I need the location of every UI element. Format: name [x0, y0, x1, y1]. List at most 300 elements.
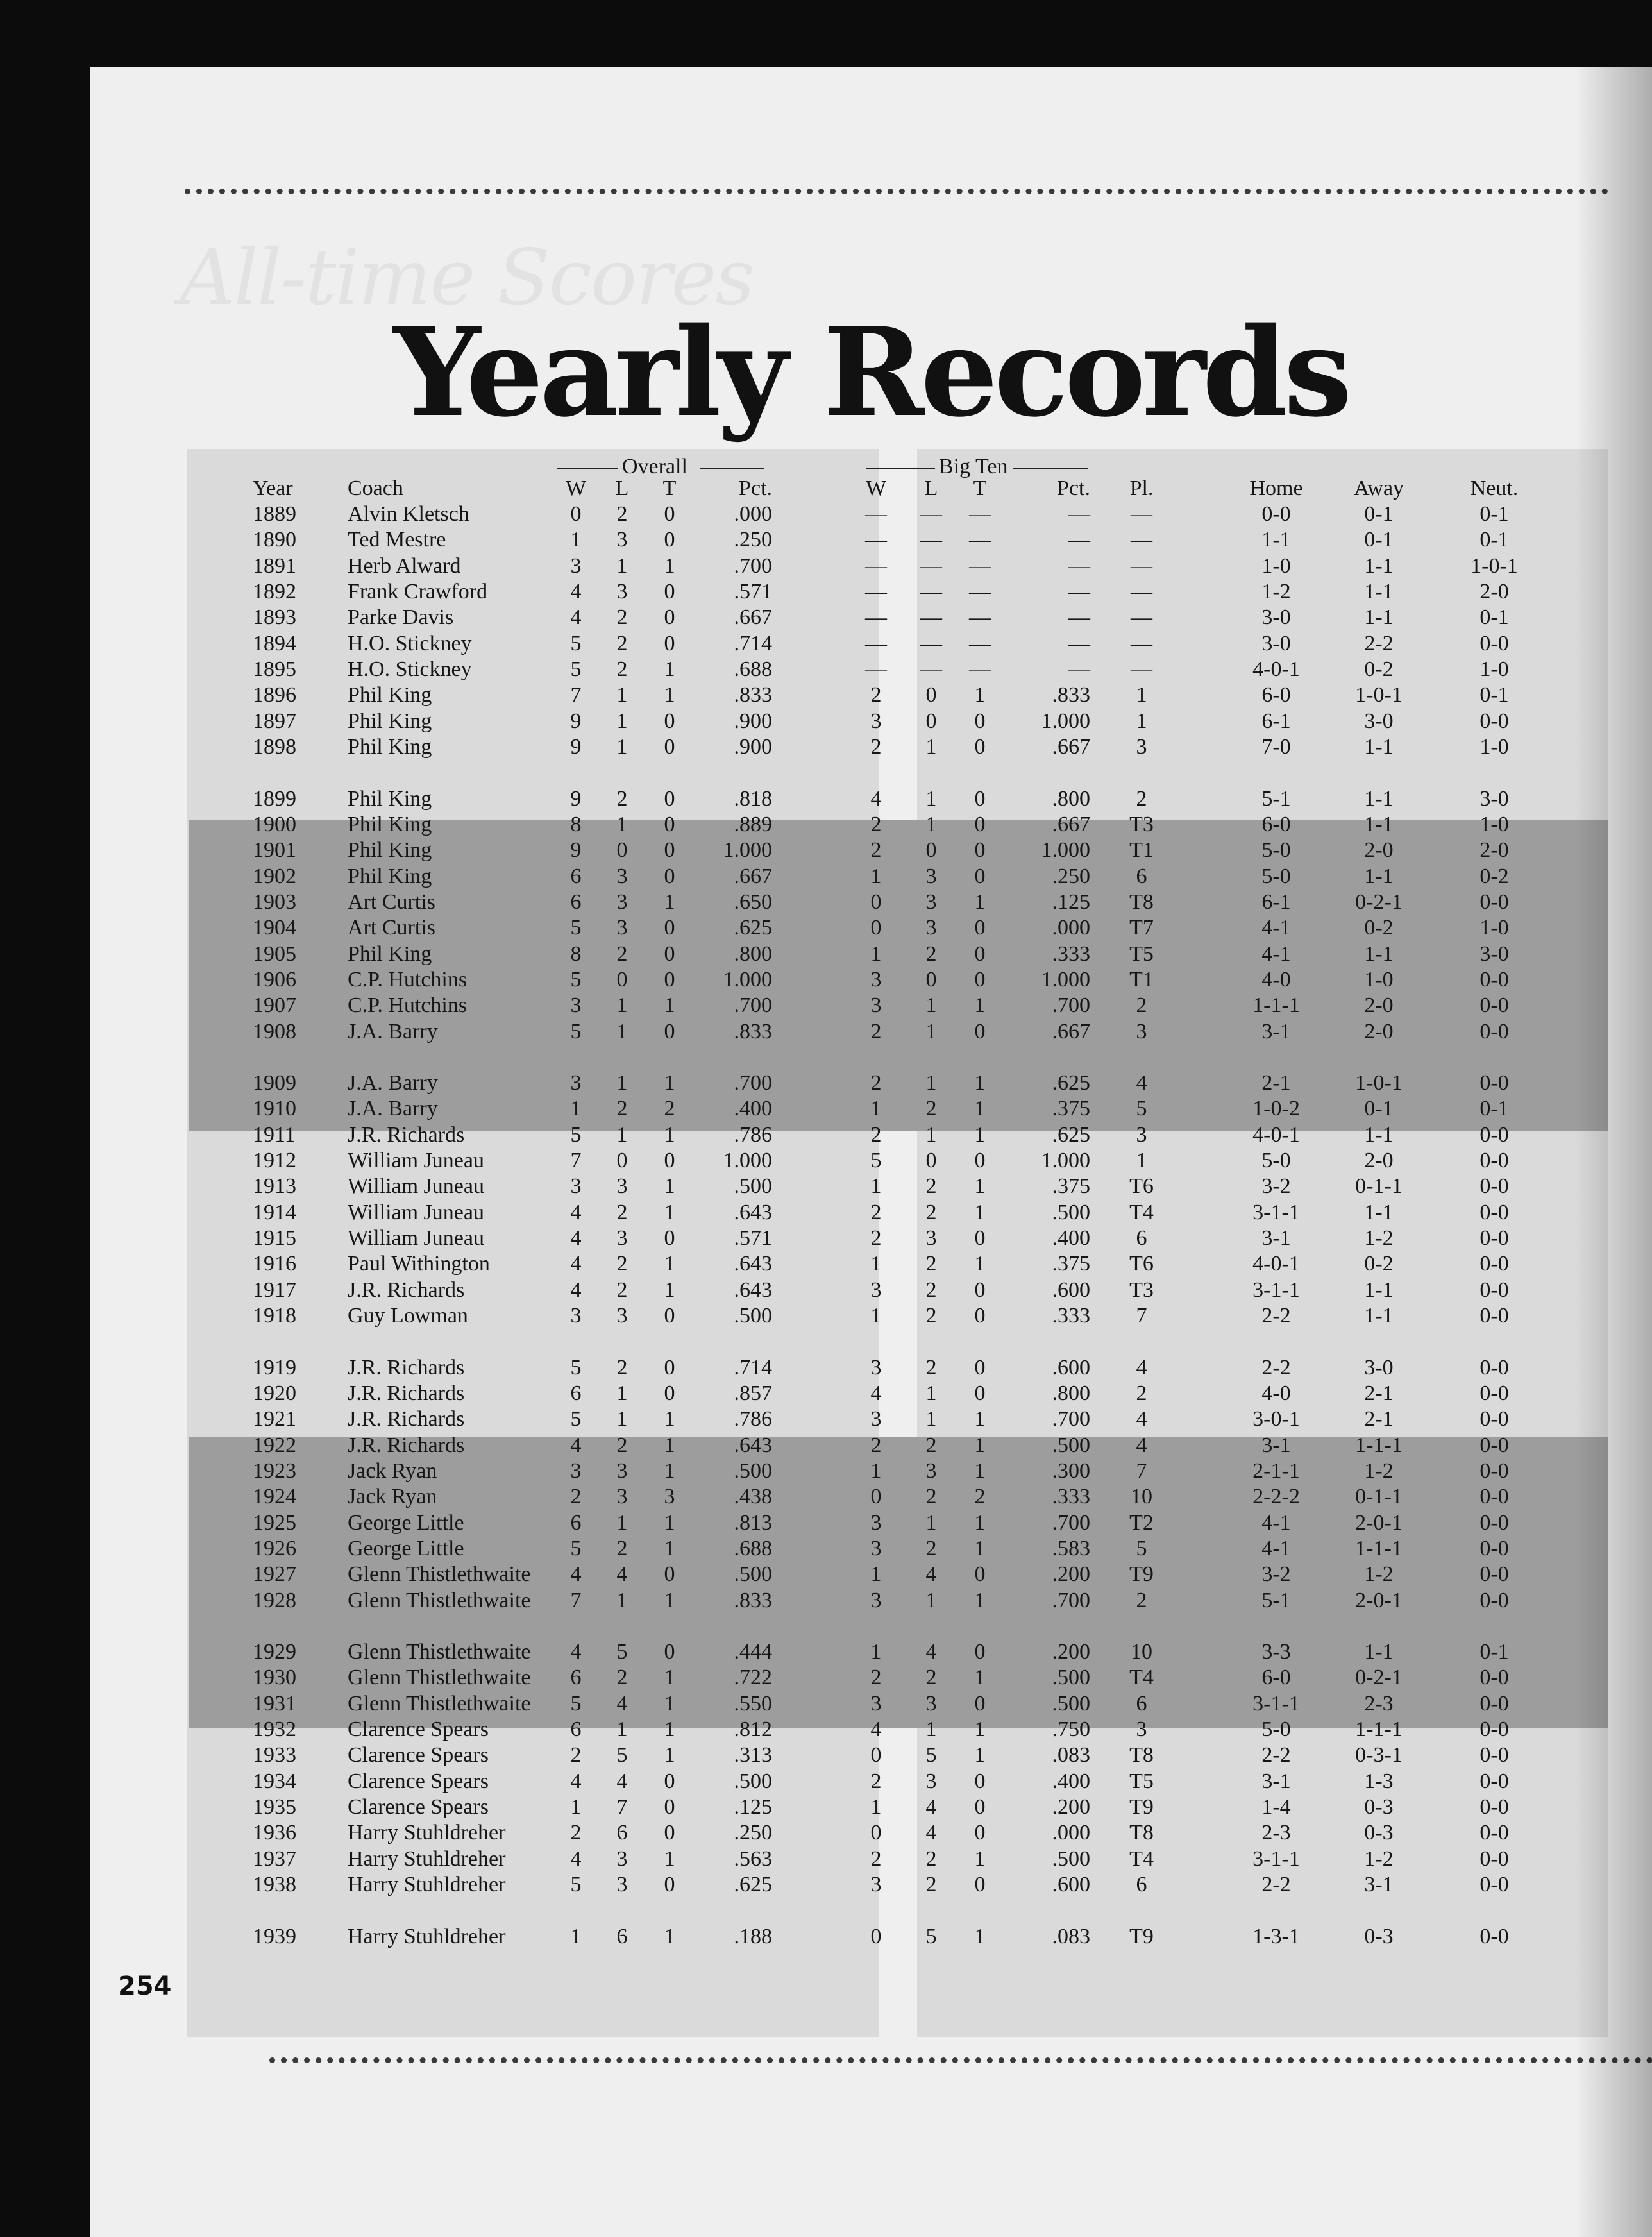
- cell-bigten-t: 0: [974, 1640, 986, 1664]
- cell-overall-pct: .688: [734, 1537, 772, 1560]
- cell-year: 1937: [253, 1847, 296, 1871]
- cell-bigten-t: 0: [974, 1821, 986, 1844]
- cell-coach: Glenn Thistlethwaite: [348, 1562, 531, 1586]
- cell-bigten-w: 3: [870, 993, 882, 1017]
- cell-overall-pct: .563: [734, 1847, 772, 1871]
- cell-overall-w: 3: [570, 993, 582, 1017]
- cell-overall-t: 0: [664, 1356, 675, 1380]
- cell-place: 2: [1136, 787, 1147, 811]
- cell-bigten-l: 3: [925, 1226, 937, 1250]
- cell-home: 1-0-2: [1252, 1097, 1300, 1120]
- cell-bigten-l: 0: [925, 709, 937, 733]
- cell-overall-w: 1: [570, 528, 582, 552]
- header-bigten-pct: Pct.: [1057, 477, 1090, 500]
- cell-overall-l: 1: [616, 1511, 628, 1535]
- cell-bigten-pct: .400: [1052, 1226, 1090, 1250]
- cell-coach: Parke Davis: [348, 605, 454, 629]
- cell-bigten-t: 0: [974, 838, 986, 862]
- cell-year: 1930: [253, 1666, 296, 1689]
- cell-coach: Clarence Spears: [348, 1795, 489, 1819]
- header-bigten-l: L: [924, 477, 938, 500]
- cell-overall-pct: .313: [734, 1743, 772, 1767]
- cell-bigten-t: 1: [974, 1123, 986, 1147]
- cell-overall-w: 2: [570, 1743, 582, 1767]
- cell-bigten-l: 5: [925, 1925, 937, 1948]
- cell-home: 3-0: [1261, 632, 1291, 655]
- cell-bigten-pct: .333: [1052, 1485, 1090, 1508]
- cell-bigten-t: 1: [974, 1743, 986, 1767]
- cell-place: T6: [1129, 1252, 1154, 1276]
- cell-bigten-t: 0: [974, 1562, 986, 1586]
- cell-bigten-pct: .500: [1052, 1433, 1090, 1457]
- cell-overall-t: 1: [664, 1692, 675, 1716]
- cell-bigten-pct: .700: [1052, 1511, 1090, 1535]
- cell-away: 0-1: [1364, 528, 1394, 552]
- cell-away: 1-1: [1364, 813, 1394, 836]
- cell-overall-w: 0: [570, 502, 582, 526]
- document-page: [90, 67, 1652, 2237]
- cell-overall-pct: .813: [734, 1511, 772, 1535]
- cell-neut: 0-1: [1479, 1097, 1509, 1120]
- cell-coach: Harry Stuhldreher: [348, 1925, 506, 1948]
- cell-bigten-l: 0: [925, 683, 937, 707]
- cell-bigten-w: 0: [870, 1821, 882, 1844]
- cell-bigten-w: 2: [870, 683, 882, 707]
- cell-home: 3-1-1: [1252, 1201, 1300, 1224]
- cell-bigten-w: 1: [870, 1174, 882, 1198]
- cell-home: 3-0: [1261, 605, 1291, 629]
- cell-coach: H.O. Stickney: [348, 632, 472, 655]
- cell-bigten-t: 1: [974, 1097, 986, 1120]
- cell-home: 4-1: [1261, 1511, 1291, 1535]
- cell-overall-pct: .550: [734, 1692, 772, 1716]
- cell-bigten-w: 3: [870, 1407, 882, 1431]
- cell-bigten-t: 1: [974, 1407, 986, 1431]
- cell-bigten-pct: —: [1068, 528, 1090, 552]
- cell-neut: 0-0: [1479, 1459, 1509, 1483]
- cell-place: 4: [1136, 1433, 1147, 1457]
- overall-rule-right: [700, 468, 764, 469]
- cell-overall-l: 4: [616, 1692, 628, 1716]
- cell-overall-pct: .400: [734, 1097, 772, 1120]
- cell-overall-t: 1: [664, 1847, 675, 1871]
- cell-overall-t: 0: [664, 1381, 675, 1405]
- cell-away: 1-1: [1364, 1640, 1394, 1664]
- cell-coach: William Juneau: [348, 1226, 484, 1250]
- cell-place: T1: [1129, 838, 1154, 862]
- cell-overall-pct: .500: [734, 1769, 772, 1793]
- cell-bigten-w: 2: [870, 1071, 882, 1095]
- cell-bigten-w: 0: [870, 916, 882, 940]
- cell-overall-l: 1: [616, 1718, 628, 1741]
- cell-home: 1-1-1: [1252, 993, 1300, 1017]
- cell-bigten-pct: .500: [1052, 1666, 1090, 1689]
- cell-neut: 0-0: [1479, 1589, 1509, 1612]
- cell-home: 3-1-1: [1252, 1278, 1300, 1302]
- cell-overall-w: 5: [570, 1123, 582, 1147]
- cell-overall-w: 4: [570, 1201, 582, 1224]
- cell-neut: 0-1: [1479, 1640, 1509, 1664]
- cell-place: 3: [1136, 735, 1147, 759]
- cell-overall-w: 2: [570, 1821, 582, 1844]
- cell-bigten-l: —: [920, 605, 942, 629]
- cell-overall-w: 3: [570, 1459, 582, 1483]
- cell-home: 4-1: [1261, 1537, 1291, 1560]
- cell-place: 4: [1136, 1071, 1147, 1095]
- cell-bigten-t: 2: [974, 1485, 986, 1508]
- cell-bigten-t: 0: [974, 735, 986, 759]
- cell-bigten-t: 1: [974, 1511, 986, 1535]
- cell-neut: 0-0: [1479, 1071, 1509, 1095]
- header-overall-w: W: [565, 477, 587, 500]
- cell-overall-pct: .643: [734, 1278, 772, 1302]
- cell-place: T6: [1129, 1174, 1154, 1198]
- cell-place: T7: [1129, 916, 1154, 940]
- cell-year: 1897: [253, 709, 296, 733]
- cell-bigten-pct: .750: [1052, 1718, 1090, 1741]
- cell-year: 1927: [253, 1562, 296, 1586]
- cell-overall-t: 0: [664, 838, 675, 862]
- cell-bigten-t: 1: [974, 1847, 986, 1871]
- cell-coach: Art Curtis: [348, 890, 435, 914]
- cell-overall-t: 1: [664, 1459, 675, 1483]
- bottom-dotted-rule: [269, 2057, 1652, 2063]
- cell-overall-l: 1: [616, 1123, 628, 1147]
- cell-bigten-pct: —: [1068, 657, 1090, 681]
- cell-year: 1898: [253, 735, 296, 759]
- cell-overall-l: 3: [616, 890, 628, 914]
- cell-neut: 0-0: [1479, 1020, 1509, 1043]
- cell-bigten-l: 1: [925, 993, 937, 1017]
- cell-bigten-pct: 1.000: [1041, 709, 1090, 733]
- cell-overall-pct: .571: [734, 580, 772, 604]
- cell-away: 1-1: [1364, 554, 1394, 578]
- cell-bigten-w: —: [865, 580, 887, 604]
- cell-home: 5-0: [1261, 1718, 1291, 1741]
- cell-place: 2: [1136, 1589, 1147, 1612]
- cell-year: 1914: [253, 1201, 296, 1224]
- cell-place: 2: [1136, 993, 1147, 1017]
- cell-overall-l: 3: [616, 1873, 628, 1896]
- cell-overall-w: 7: [570, 1149, 582, 1172]
- cell-overall-pct: .643: [734, 1252, 772, 1276]
- cell-bigten-pct: .000: [1052, 1821, 1090, 1844]
- cell-home: 6-0: [1261, 683, 1291, 707]
- cell-bigten-pct: .600: [1052, 1278, 1090, 1302]
- cell-bigten-w: 3: [870, 968, 882, 992]
- cell-overall-pct: .250: [734, 528, 772, 552]
- cell-bigten-w: 2: [870, 1433, 882, 1457]
- cell-bigten-l: 2: [925, 1433, 937, 1457]
- cell-away: 1-1: [1364, 1278, 1394, 1302]
- cell-bigten-l: 3: [925, 890, 937, 914]
- cell-overall-t: 2: [664, 1097, 675, 1120]
- cell-year: 1928: [253, 1589, 296, 1612]
- cell-bigten-t: 0: [974, 1356, 986, 1380]
- cell-bigten-pct: .667: [1052, 735, 1090, 759]
- cell-away: 3-0: [1364, 709, 1394, 733]
- cell-bigten-w: 3: [870, 709, 882, 733]
- cell-overall-w: 4: [570, 1252, 582, 1276]
- cell-neut: 0-0: [1479, 1562, 1509, 1586]
- header-bigten-t: T: [973, 477, 987, 500]
- cell-away: 1-1: [1364, 787, 1394, 811]
- cell-bigten-l: 2: [925, 1278, 937, 1302]
- cell-overall-pct: .818: [734, 787, 772, 811]
- cell-bigten-l: 2: [925, 1252, 937, 1276]
- cell-year: 1900: [253, 813, 296, 836]
- cell-year: 1918: [253, 1304, 296, 1328]
- cell-bigten-w: 2: [870, 735, 882, 759]
- cell-place: —: [1131, 605, 1152, 629]
- cell-overall-w: 4: [570, 1562, 582, 1586]
- cell-place: 5: [1136, 1097, 1147, 1120]
- cell-year: 1899: [253, 787, 296, 811]
- cell-away: 0-1: [1364, 1097, 1394, 1120]
- cell-overall-t: 0: [664, 813, 675, 836]
- cell-overall-l: 4: [616, 1769, 628, 1793]
- cell-overall-pct: .857: [734, 1381, 772, 1405]
- cell-bigten-w: 4: [870, 1381, 882, 1405]
- cell-place: 7: [1136, 1459, 1147, 1483]
- cell-place: 6: [1136, 1226, 1147, 1250]
- cell-bigten-l: 1: [925, 1071, 937, 1095]
- cell-bigten-l: 4: [925, 1640, 937, 1664]
- cell-coach: Ted Mestre: [348, 528, 446, 552]
- cell-home: 6-1: [1261, 890, 1291, 914]
- cell-overall-l: 5: [616, 1743, 628, 1767]
- cell-neut: 0-1: [1479, 683, 1509, 707]
- cell-neut: 0-0: [1479, 890, 1509, 914]
- cell-overall-pct: .889: [734, 813, 772, 836]
- header-place: Pl.: [1129, 477, 1154, 500]
- cell-overall-pct: 1.000: [723, 968, 772, 992]
- cell-overall-w: 8: [570, 813, 582, 836]
- cell-bigten-w: 2: [870, 1769, 882, 1793]
- cell-neut: 0-0: [1479, 1873, 1509, 1896]
- cell-neut: 0-1: [1479, 605, 1509, 629]
- cell-coach: Harry Stuhldreher: [348, 1821, 506, 1844]
- cell-bigten-l: 2: [925, 1174, 937, 1198]
- cell-bigten-t: 1: [974, 1666, 986, 1689]
- cell-overall-t: 1: [664, 1718, 675, 1741]
- cell-neut: 3-0: [1479, 942, 1509, 966]
- cell-coach: Jack Ryan: [348, 1485, 437, 1508]
- cell-overall-pct: .900: [734, 709, 772, 733]
- cell-overall-pct: .714: [734, 632, 772, 655]
- cell-bigten-t: 0: [974, 1304, 986, 1328]
- cell-overall-l: 2: [616, 1433, 628, 1457]
- cell-overall-w: 6: [570, 1666, 582, 1689]
- cell-bigten-w: 1: [870, 1562, 882, 1586]
- cell-overall-pct: .714: [734, 1356, 772, 1380]
- cell-neut: 0-1: [1479, 502, 1509, 526]
- cell-overall-l: 1: [616, 993, 628, 1017]
- cell-overall-l: 3: [616, 1485, 628, 1508]
- cell-neut: 0-0: [1479, 1537, 1509, 1560]
- cell-away: 0-1-1: [1355, 1174, 1403, 1198]
- cell-home: 2-1: [1261, 1071, 1291, 1095]
- cell-overall-t: 3: [664, 1485, 675, 1508]
- header-overall-pct: Pct.: [739, 477, 772, 500]
- cell-overall-pct: .800: [734, 942, 772, 966]
- cell-away: 2-0-1: [1355, 1589, 1403, 1612]
- cell-away: 2-0: [1364, 993, 1394, 1017]
- cell-neut: 0-0: [1479, 1666, 1509, 1689]
- cell-place: 3: [1136, 1020, 1147, 1043]
- cell-neut: 1-0: [1479, 657, 1509, 681]
- cell-overall-t: 1: [664, 1407, 675, 1431]
- cell-overall-pct: .667: [734, 865, 772, 888]
- cell-bigten-w: 4: [870, 1718, 882, 1741]
- cell-overall-w: 4: [570, 1640, 582, 1664]
- cell-away: 1-2: [1364, 1562, 1394, 1586]
- cell-overall-t: 0: [664, 1795, 675, 1819]
- cell-place: T9: [1129, 1562, 1154, 1586]
- cell-overall-l: 1: [616, 1407, 628, 1431]
- cell-away: 0-3-1: [1355, 1743, 1403, 1767]
- cell-year: 1903: [253, 890, 296, 914]
- cell-year: 1919: [253, 1356, 296, 1380]
- cell-away: 0-3: [1364, 1821, 1394, 1844]
- cell-overall-w: 6: [570, 1511, 582, 1535]
- overall-group-header: Overall: [622, 455, 687, 478]
- cell-year: 1929: [253, 1640, 296, 1664]
- cell-year: 1923: [253, 1459, 296, 1483]
- cell-place: T8: [1129, 1821, 1154, 1844]
- cell-away: 1-1-1: [1355, 1537, 1403, 1560]
- cell-coach: Phil King: [348, 942, 432, 966]
- cell-overall-pct: .625: [734, 1873, 772, 1896]
- cell-bigten-t: —: [969, 554, 991, 578]
- cell-overall-t: 1: [664, 890, 675, 914]
- cell-overall-t: 1: [664, 683, 675, 707]
- cell-place: T9: [1129, 1925, 1154, 1948]
- cell-bigten-t: 1: [974, 1459, 986, 1483]
- cell-bigten-w: —: [865, 502, 887, 526]
- cell-bigten-t: 1: [974, 1537, 986, 1560]
- cell-place: —: [1131, 502, 1152, 526]
- cell-away: 2-0: [1364, 1020, 1394, 1043]
- cell-overall-w: 5: [570, 968, 582, 992]
- cell-neut: 0-0: [1479, 968, 1509, 992]
- cell-overall-w: 9: [570, 838, 582, 862]
- cell-bigten-pct: .625: [1052, 1071, 1090, 1095]
- cell-coach: Phil King: [348, 709, 432, 733]
- cell-year: 1909: [253, 1071, 296, 1095]
- cell-year: 1924: [253, 1485, 296, 1508]
- cell-away: 0-2-1: [1355, 1666, 1403, 1689]
- cell-home: 1-1: [1261, 528, 1291, 552]
- cell-bigten-l: 1: [925, 1381, 937, 1405]
- cell-bigten-pct: .333: [1052, 1304, 1090, 1328]
- cell-home: 0-0: [1261, 502, 1291, 526]
- cell-home: 4-1: [1261, 916, 1291, 940]
- cell-bigten-pct: .700: [1052, 993, 1090, 1017]
- cell-bigten-t: 1: [974, 683, 986, 707]
- cell-bigten-pct: 1.000: [1041, 838, 1090, 862]
- cell-bigten-l: 1: [925, 813, 937, 836]
- cell-away: 2-1: [1364, 1407, 1394, 1431]
- cell-overall-pct: .833: [734, 1589, 772, 1612]
- cell-bigten-w: 2: [870, 1226, 882, 1250]
- cell-year: 1908: [253, 1020, 296, 1043]
- cell-bigten-pct: .375: [1052, 1174, 1090, 1198]
- cell-place: T4: [1129, 1201, 1154, 1224]
- cell-bigten-l: —: [920, 554, 942, 578]
- cell-bigten-t: —: [969, 657, 991, 681]
- cell-bigten-w: 1: [870, 865, 882, 888]
- cell-home: 3-1: [1261, 1433, 1291, 1457]
- cell-away: 1-0: [1364, 968, 1394, 992]
- cell-neut: 1-0: [1479, 813, 1509, 836]
- cell-away: 0-3: [1364, 1795, 1394, 1819]
- cell-home: 4-0-1: [1252, 1252, 1300, 1276]
- cell-bigten-pct: .125: [1052, 890, 1090, 914]
- cell-home: 3-1: [1261, 1769, 1291, 1793]
- cell-overall-t: 0: [664, 528, 675, 552]
- header-year: Year: [253, 477, 293, 500]
- cell-bigten-w: 3: [870, 1356, 882, 1380]
- cell-overall-w: 4: [570, 1847, 582, 1871]
- cell-coach: Guy Lowman: [348, 1304, 468, 1328]
- cell-overall-l: 4: [616, 1562, 628, 1586]
- cell-year: 1921: [253, 1407, 296, 1431]
- cell-year: 1901: [253, 838, 296, 862]
- cell-bigten-t: 1: [974, 1201, 986, 1224]
- cell-overall-w: 1: [570, 1925, 582, 1948]
- cell-place: T1: [1129, 968, 1154, 992]
- cell-bigten-t: 0: [974, 1769, 986, 1793]
- cell-bigten-l: 2: [925, 1304, 937, 1328]
- cell-overall-pct: .438: [734, 1485, 772, 1508]
- cell-bigten-w: 3: [870, 1692, 882, 1716]
- cell-coach: Harry Stuhldreher: [348, 1847, 506, 1871]
- cell-place: T5: [1129, 1769, 1154, 1793]
- cell-overall-pct: .786: [734, 1123, 772, 1147]
- cell-place: 1: [1136, 709, 1147, 733]
- cell-overall-w: 5: [570, 1356, 582, 1380]
- cell-bigten-pct: .500: [1052, 1692, 1090, 1716]
- cell-overall-t: 0: [664, 916, 675, 940]
- cell-neut: 0-0: [1479, 1304, 1509, 1328]
- cell-year: 1892: [253, 580, 296, 604]
- cell-bigten-pct: .667: [1052, 1020, 1090, 1043]
- cell-bigten-l: 3: [925, 1459, 937, 1483]
- cell-bigten-l: 2: [925, 1666, 937, 1689]
- cell-away: 2-0-1: [1355, 1511, 1403, 1535]
- cell-year: 1915: [253, 1226, 296, 1250]
- cell-overall-pct: .500: [734, 1562, 772, 1586]
- cell-year: 1922: [253, 1433, 296, 1457]
- cell-place: 7: [1136, 1304, 1147, 1328]
- cell-bigten-t: 1: [974, 1925, 986, 1948]
- cell-bigten-l: 0: [925, 1149, 937, 1172]
- cell-year: 1939: [253, 1925, 296, 1948]
- cell-overall-t: 0: [664, 1562, 675, 1586]
- cell-overall-l: 2: [616, 1201, 628, 1224]
- cell-away: 3-1: [1364, 1873, 1394, 1896]
- cell-home: 2-2: [1261, 1743, 1291, 1767]
- cell-overall-l: 1: [616, 735, 628, 759]
- cell-overall-pct: .643: [734, 1201, 772, 1224]
- cell-coach: Clarence Spears: [348, 1743, 489, 1767]
- cell-year: 1895: [253, 657, 296, 681]
- cell-overall-w: 3: [570, 1304, 582, 1328]
- cell-neut: 0-2: [1479, 865, 1509, 888]
- cell-bigten-pct: —: [1068, 632, 1090, 655]
- cell-bigten-w: 2: [870, 1020, 882, 1043]
